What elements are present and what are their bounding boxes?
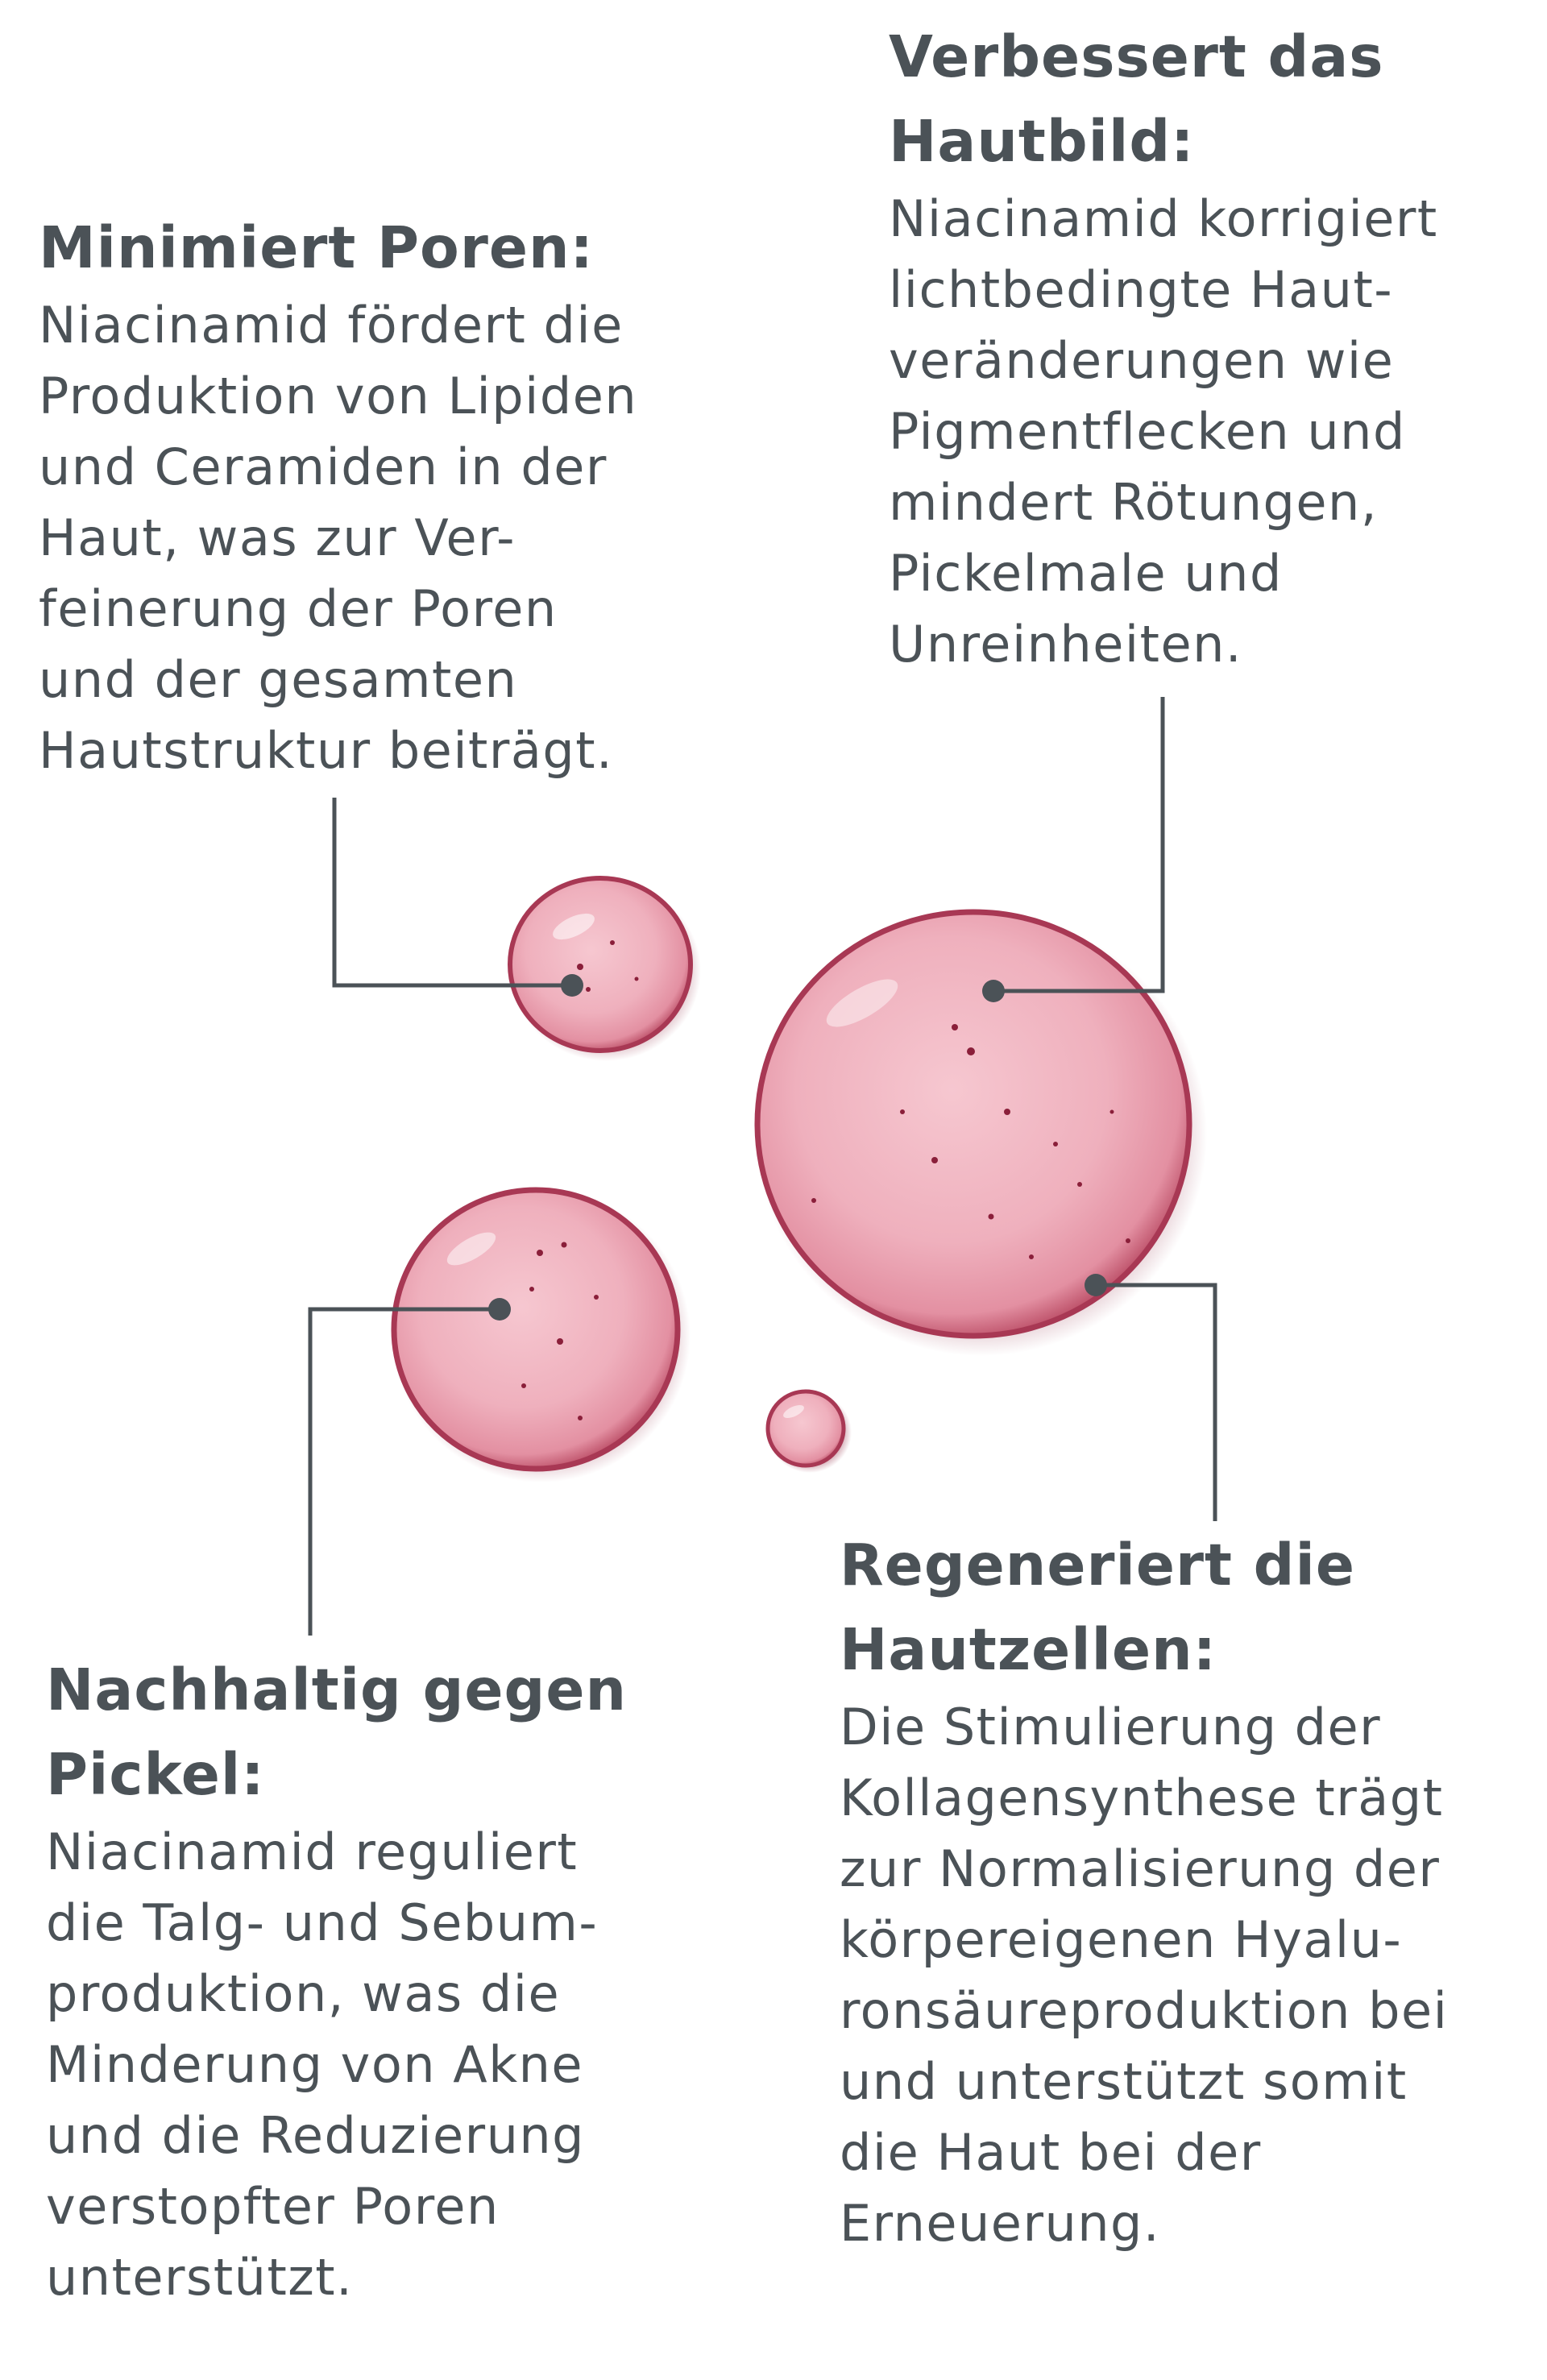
body-line: produktion, was die	[46, 1964, 561, 2023]
callout-top-right-title	[889, 15, 1438, 184]
body-line: Kollagensynthese trägt	[840, 1768, 1444, 1827]
callout-top-right	[889, 15, 1438, 680]
callout-bottom-right-title	[840, 1523, 1448, 1692]
body-line: Haut, was zur Ver-	[39, 508, 516, 567]
body-line: Produktion von Lipiden	[39, 367, 638, 425]
body-line: Hautstruktur beiträgt.	[39, 721, 614, 780]
body-line: Niacinamid reguliert	[46, 1822, 579, 1881]
body-line: unterstützt.	[46, 2248, 354, 2307]
body-line: Pigmentflecken und	[889, 402, 1406, 461]
droplet-large	[756, 912, 1207, 1356]
callout-top-left	[39, 205, 637, 786]
body-line: Die Stimulierung der	[840, 1698, 1382, 1756]
title-line: Verbessert das	[889, 23, 1384, 90]
body-line: Minderung von Akne	[46, 2035, 584, 2094]
body-line: und unterstützt somit	[840, 2052, 1408, 2111]
body-line: und der gesamten	[39, 650, 518, 709]
body-line: feinerung der Poren	[39, 579, 558, 638]
connector-dot-bottom-right	[1085, 1274, 1107, 1296]
body-line: zur Normalisierung der	[840, 1839, 1441, 1898]
title-line: Regeneriert die	[840, 1532, 1355, 1598]
connector-dot-top-right	[982, 980, 1005, 1002]
droplet-tiny	[768, 1391, 852, 1473]
body-line: verstopfter Poren	[46, 2177, 500, 2236]
connector-dot-bottom-left	[488, 1298, 511, 1321]
callout-bottom-right	[840, 1523, 1448, 2259]
body-line: Erneuerung.	[840, 2194, 1161, 2253]
body-line: und die Reduzierung	[46, 2106, 586, 2165]
connector-dot-top-left	[561, 974, 583, 997]
title-line: Nachhaltig gegen	[46, 1656, 628, 1723]
body-line: die Haut bei der	[840, 2123, 1262, 2182]
body-line: Pickelmale und	[889, 544, 1283, 603]
body-line: Niacinamid korrigiert	[889, 189, 1438, 248]
callout-top-left-title	[39, 205, 637, 290]
body-line: veränderungen wie	[889, 331, 1395, 390]
body-line: ronsäureproduktion bei	[840, 1981, 1449, 2040]
callout-bottom-left-title	[46, 1648, 627, 1817]
title-line: Hautbild:	[889, 108, 1195, 175]
body-line: Niacinamid fördert die	[39, 296, 624, 355]
body-line: Unreinheiten.	[889, 615, 1243, 674]
title-line: Minimiert Poren:	[39, 214, 594, 281]
title-line: Pickel:	[46, 1741, 265, 1808]
body-line: lichtbedingte Haut-	[889, 260, 1394, 319]
droplet-small-top	[510, 878, 701, 1061]
callout-top-left-body	[39, 290, 637, 786]
droplet-medium	[392, 1189, 691, 1482]
body-line: körpereigenen Hyalu-	[840, 1910, 1403, 1969]
connector-bottom-right	[1096, 1285, 1215, 1521]
title-line: Hautzellen:	[840, 1616, 1217, 1683]
body-line: mindert Rötungen,	[889, 473, 1379, 532]
body-line: und Ceramiden in der	[39, 437, 608, 496]
callout-bottom-right-body	[840, 1692, 1448, 2259]
callout-bottom-left	[46, 1648, 627, 2313]
callout-bottom-left-body	[46, 1817, 627, 2313]
body-line: die Talg- und Sebum-	[46, 1893, 599, 1952]
callout-top-right-body	[889, 184, 1438, 680]
